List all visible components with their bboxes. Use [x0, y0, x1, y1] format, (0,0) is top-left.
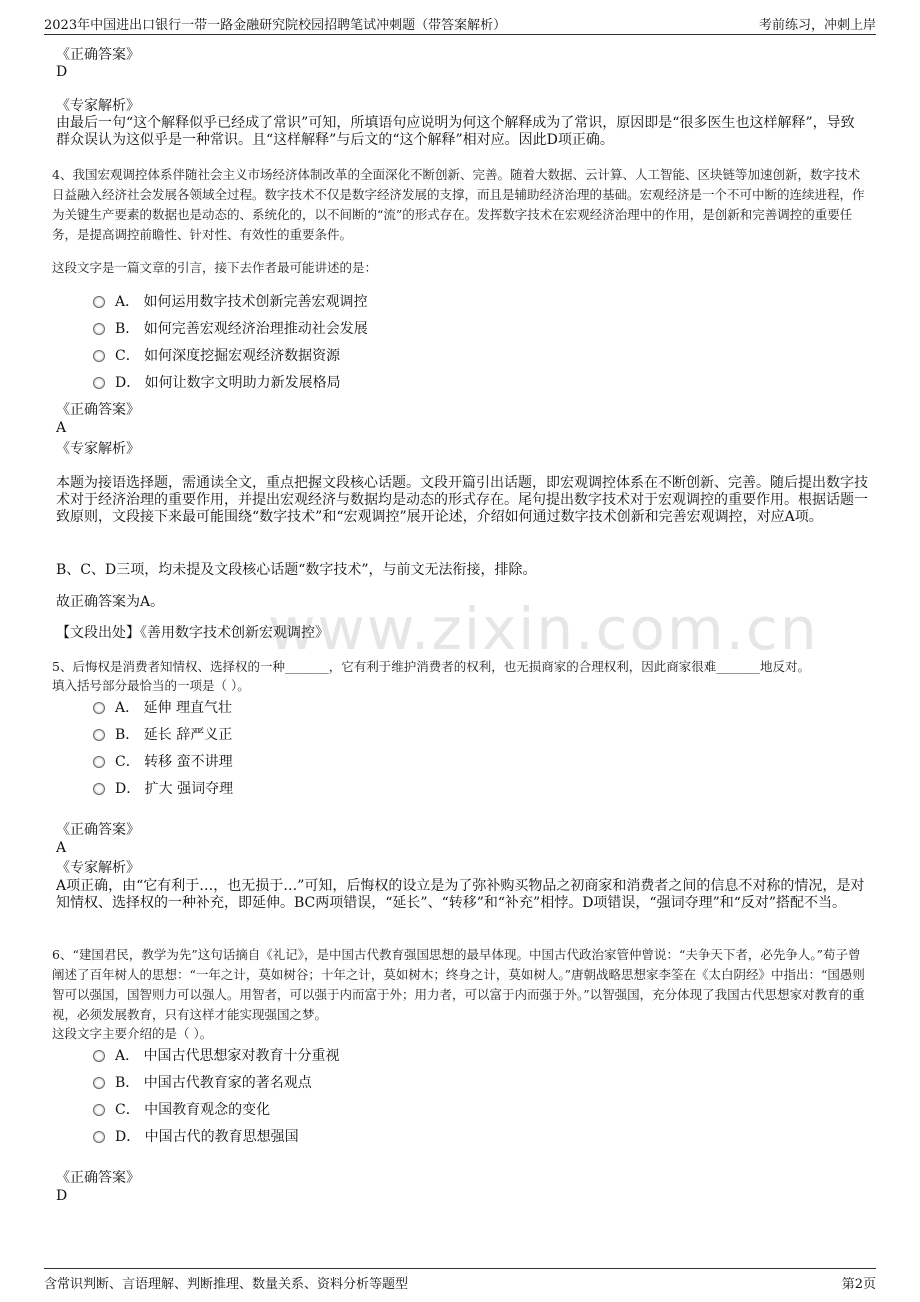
q5-option-a[interactable] — [93, 698, 232, 718]
page-number: 第2页 — [841, 1277, 876, 1292]
option-label: C． 如何深度挖掘宏观经济数据资源 — [115, 348, 341, 364]
option-label: A． 如何运用数字技术创新完善宏观调控 — [115, 294, 368, 310]
radio-icon[interactable] — [93, 729, 105, 741]
option-label: D． 扩大 强词夺理 — [115, 781, 234, 797]
q5-option-b[interactable] — [93, 725, 232, 745]
question-5-stem: 5、后悔权是消费者知情权、选择权的一种_______，它有利于维护消费者的权利，也无损商家的合理权利，因此商家很难_______地反对。 — [52, 659, 810, 674]
option-label: D． 如何让数字文明助力新发展格局 — [115, 375, 341, 391]
radio-icon[interactable] — [93, 1104, 105, 1116]
q4-option-d[interactable] — [93, 373, 341, 393]
option-label: B． 中国古代教育家的著名观点 — [115, 1075, 312, 1091]
question-4-prompt: 这段文字是一篇文章的引言，接下去作者最可能讲述的是： — [52, 260, 378, 275]
q6-option-c[interactable] — [93, 1100, 270, 1120]
question-5-prompt: 填入括号部分最恰当的一项是（ ）。 — [52, 678, 250, 693]
q5-option-c[interactable] — [93, 752, 233, 772]
answer-label: 《正确答案》 — [56, 47, 140, 63]
analysis-text: 本题为接语选择题，需通读全文，重点把握文段核心话题。文段开篇引出话题，即宏观调控体系在不断创新、完善。随后提出数字技术对于经济治理的重要作用，并提出宏观经济与数据均是动态的形式存在。尾句提出数字技术对于宏观调控的重要作用。根据话题一致原则，文段接下来最可能围绕“数字技术”和“宏观调控”展开论述，介绍如何通过数字技术创新和完善宏观调控，对应A项。 — [56, 475, 868, 525]
option-label: C． 中国教育观念的变化 — [115, 1102, 271, 1118]
analysis-text: A项正确，由“它有利于…，也无损于…”可知，后悔权的设立是为了弥补购买物品之初商家和消费者之间的信息不对称的情况，是对知情权、选择权的一种补充，即延伸。BC两项错误，“延长”、“转移”和“补充”相悖。D项错误，“强词夺理”和“反对”搭配不当。 — [56, 878, 865, 911]
analysis-text: 由最后一句“这个解释似乎已经成了常识”可知，所填语句应说明为何这个解释成为了常识，原因即是“很多医生也这样解释”，导致群众误认为这似乎是一种常识。且“这样解释”与后文的“这个解释”相对应。因此D项正确。 — [56, 115, 855, 148]
radio-icon[interactable] — [93, 350, 105, 362]
answer-value: A — [56, 420, 67, 436]
document-title: 2023年中国进出口银行一带一路金融研究院校园招聘笔试冲刺题（带答案解析） — [44, 18, 507, 33]
analysis-text: B、C、D三项，均未提及文段核心话题“数字技术”，与前文无法衔接，排除。 — [56, 562, 537, 578]
answer-label: 《正确答案》 — [56, 1170, 140, 1186]
source-citation: 【文段出处】《善用数字技术创新宏观调控》 — [56, 625, 329, 641]
radio-icon[interactable] — [93, 783, 105, 795]
option-label: C． 转移 蛮不讲理 — [115, 754, 233, 770]
q6-option-b[interactable] — [93, 1073, 312, 1093]
radio-icon[interactable] — [93, 756, 105, 768]
watermark: www.zixin.com.cn — [268, 595, 819, 663]
q4-option-a[interactable] — [93, 292, 368, 312]
radio-icon[interactable] — [93, 296, 105, 308]
option-label: A． 中国古代思想家对教育十分重视 — [115, 1048, 340, 1064]
answer-label: 《正确答案》 — [56, 822, 140, 838]
question-6-prompt: 这段文字主要介绍的是（ ）。 — [52, 1026, 213, 1041]
analysis-label: 《专家解析》 — [56, 860, 140, 876]
page-header — [44, 10, 876, 35]
option-label: B． 延长 辞严义正 — [115, 727, 233, 743]
q5-option-d[interactable] — [93, 779, 233, 799]
option-label: B． 如何完善宏观经济治理推动社会发展 — [115, 321, 368, 337]
q6-option-a[interactable] — [93, 1046, 340, 1066]
header-slogan: 考前练习，冲刺上岸 — [758, 18, 876, 33]
footer-topics: 含常识判断、言语理解、判断推理、数量关系、资料分析等题型 — [44, 1277, 409, 1292]
answer-value: A — [56, 840, 67, 856]
radio-icon[interactable] — [93, 1131, 105, 1143]
question-4-stem: 4、我国宏观调控体系伴随社会主义市场经济体制改革的全面深化不断创新、完善。随着大数据、云计算、人工智能、区块链等加速创新，数字技术日益融入经济社会发展各领域全过程。数字技术不仅是数字经济发展的支撑，而且是辅助经济治理的基础。宏观经济是一个不可中断的连续进程，作为关键生产要素的数据也是动态的、系统化的，以不间断的“流”的形式存在。发挥数字技术在宏观经济治理中的作用，是创新和完善调控的重要任务，是提高调控前瞻性、针对性、有效性的重要条件。 — [52, 167, 865, 242]
radio-icon[interactable] — [93, 1050, 105, 1062]
radio-icon[interactable] — [93, 377, 105, 389]
page-footer — [44, 1268, 876, 1293]
analysis-label: 《专家解析》 — [56, 98, 140, 114]
q4-option-b[interactable] — [93, 319, 368, 339]
q4-option-c[interactable] — [93, 346, 340, 366]
option-label: A． 延伸 理直气壮 — [115, 700, 233, 716]
option-label: D． 中国古代的教育思想强国 — [115, 1129, 299, 1145]
answer-value: D — [56, 64, 68, 80]
analysis-text: 故正确答案为A。 — [56, 594, 165, 610]
q6-option-d[interactable] — [93, 1127, 299, 1147]
answer-label: 《正确答案》 — [56, 402, 140, 418]
question-6-stem: 6、“建国君民，教学为先”这句话摘自《礼记》，是中国古代教育强国思想的最早体现。中国古代政治家管仲曾说：“夫争天下者，必先争人。”荀子曾阐述了百年树人的思想：“一年之计，莫如树谷；十年之计，莫如树木；终身之计，莫如树人。”唐朝战略思想家李筌在《太白阴经》中指出：“国愚则智可以强国，国智则力可以强人。用智者，可以强于内而富于外；用力者，可以富于内而强于外。”以智强国，充分体现了我国古代思想家对教育的重视，必须发展教育，只有这样才能实现强国之梦。 — [52, 947, 865, 1022]
radio-icon[interactable] — [93, 702, 105, 714]
radio-icon[interactable] — [93, 323, 105, 335]
radio-icon[interactable] — [93, 1077, 105, 1089]
analysis-label: 《专家解析》 — [56, 441, 140, 457]
answer-value: D — [56, 1188, 68, 1204]
